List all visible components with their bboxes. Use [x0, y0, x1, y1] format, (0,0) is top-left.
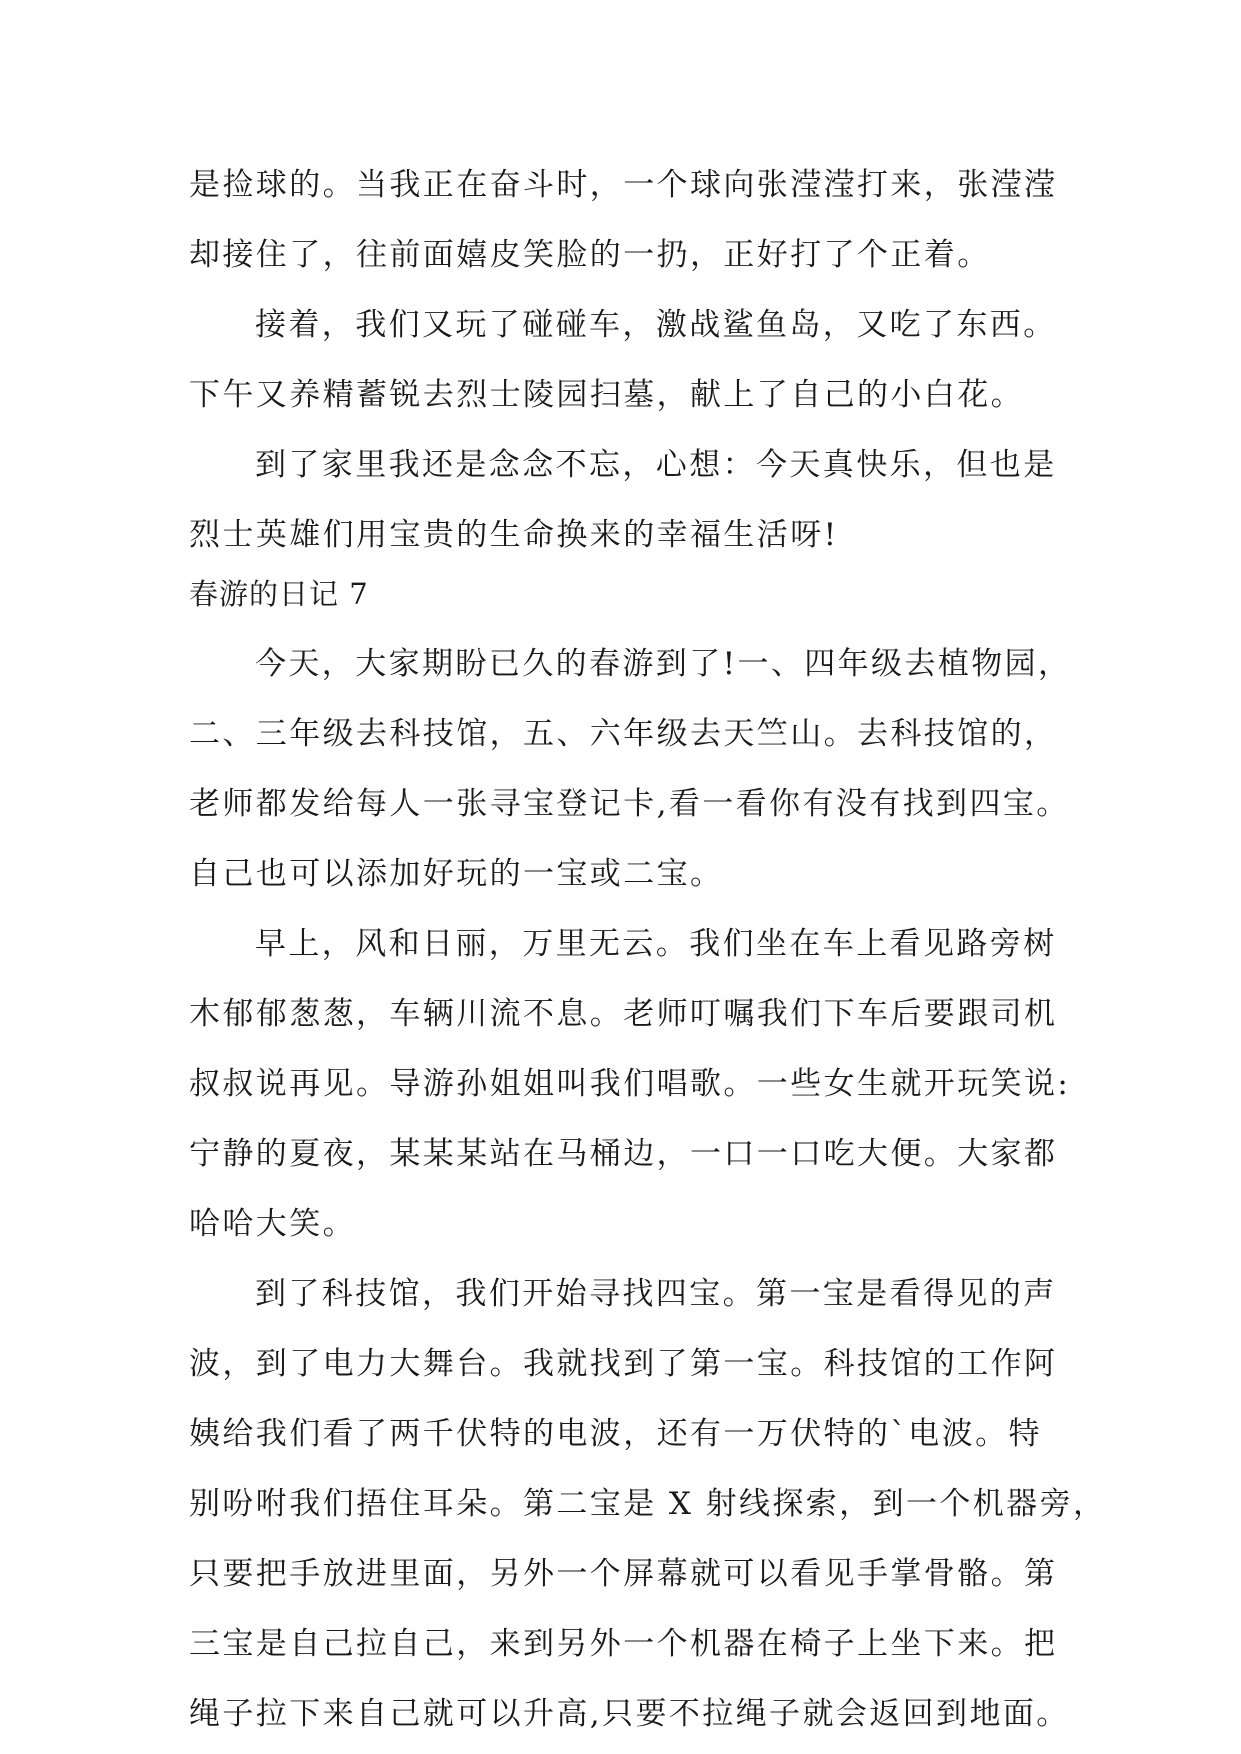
paragraph-line: 波，到了电力大舞台。我就找到了第一宝。科技馆的工作阿: [189, 1346, 1058, 1382]
diary-continuation: [189, 150, 1059, 570]
paragraph-line: 绳子拉下来自己就可以升高,只要不拉绳子就会返回到地面。: [189, 1696, 1070, 1732]
paragraph-line: 老师都发给每人一张寻宝登记卡,看一看你有没有找到四宝。: [189, 786, 1070, 822]
paragraph-line: 木郁郁葱葱，车辆川流不息。老师叮嘱我们下车后要跟司机: [189, 996, 1058, 1032]
paragraph-line: 二、三年级去科技馆，五、六年级去天竺山。去科技馆的，: [189, 716, 1058, 752]
paragraph-line: 接着，我们又玩了碰碰车，激战鲨鱼岛，又吃了东西。: [255, 307, 1057, 343]
paragraph-line: 自己也可以添加好玩的一宝或二宝。: [189, 856, 724, 892]
diary-entry-7: [189, 559, 1107, 1749]
paragraph-line: 今天，大家期盼已久的春游到了!一、四年级去植物园，: [255, 646, 1072, 682]
paragraph-line: 宁静的夏夜，某某某站在马桶边，一口一口吃大便。大家都: [189, 1136, 1058, 1172]
paragraph-line: 是捡球的。当我正在奋斗时，一个球向张滢滢打来，张滢滢: [189, 167, 1058, 203]
paragraph-line: 烈士英雄们用宝贵的生命换来的幸福生活呀!: [189, 517, 839, 553]
paragraph-line: 别吩咐我们捂住耳朵。第二宝是 X 射线探索，到一个机器旁，: [189, 1486, 1107, 1522]
paragraph-line: 到了家里我还是念念不忘，心想：今天真快乐，但也是: [255, 447, 1057, 483]
paragraph-line: 下午又养精蓄锐去烈士陵园扫墓，献上了自己的小白花。: [189, 377, 1024, 413]
paragraph-line: 却接住了，往前面嬉皮笑脸的一扔，正好打了个正着。: [189, 237, 991, 273]
entry-title: 春游的日记 7: [189, 577, 369, 611]
paragraph-line: 到了科技馆，我们开始寻找四宝。第一宝是看得见的声: [255, 1276, 1057, 1312]
paragraph-line: 叔叔说再见。导游孙姐姐叫我们唱歌。一些女生就开玩笑说:: [189, 1066, 1071, 1102]
paragraph-line: 早上，风和日丽，万里无云。我们坐在车上看见路旁树: [255, 926, 1057, 962]
paragraph-line: 三宝是自己拉自己，来到另外一个机器在椅子上坐下来。把: [189, 1626, 1058, 1662]
paragraph-line: 姨给我们看了两千伏特的电波，还有一万伏特的`电波。特: [189, 1416, 1042, 1452]
paragraph-line: 只要把手放进里面，另外一个屏幕就可以看见手掌骨骼。第: [189, 1556, 1058, 1592]
paragraph-line: 哈哈大笑。: [189, 1206, 356, 1242]
